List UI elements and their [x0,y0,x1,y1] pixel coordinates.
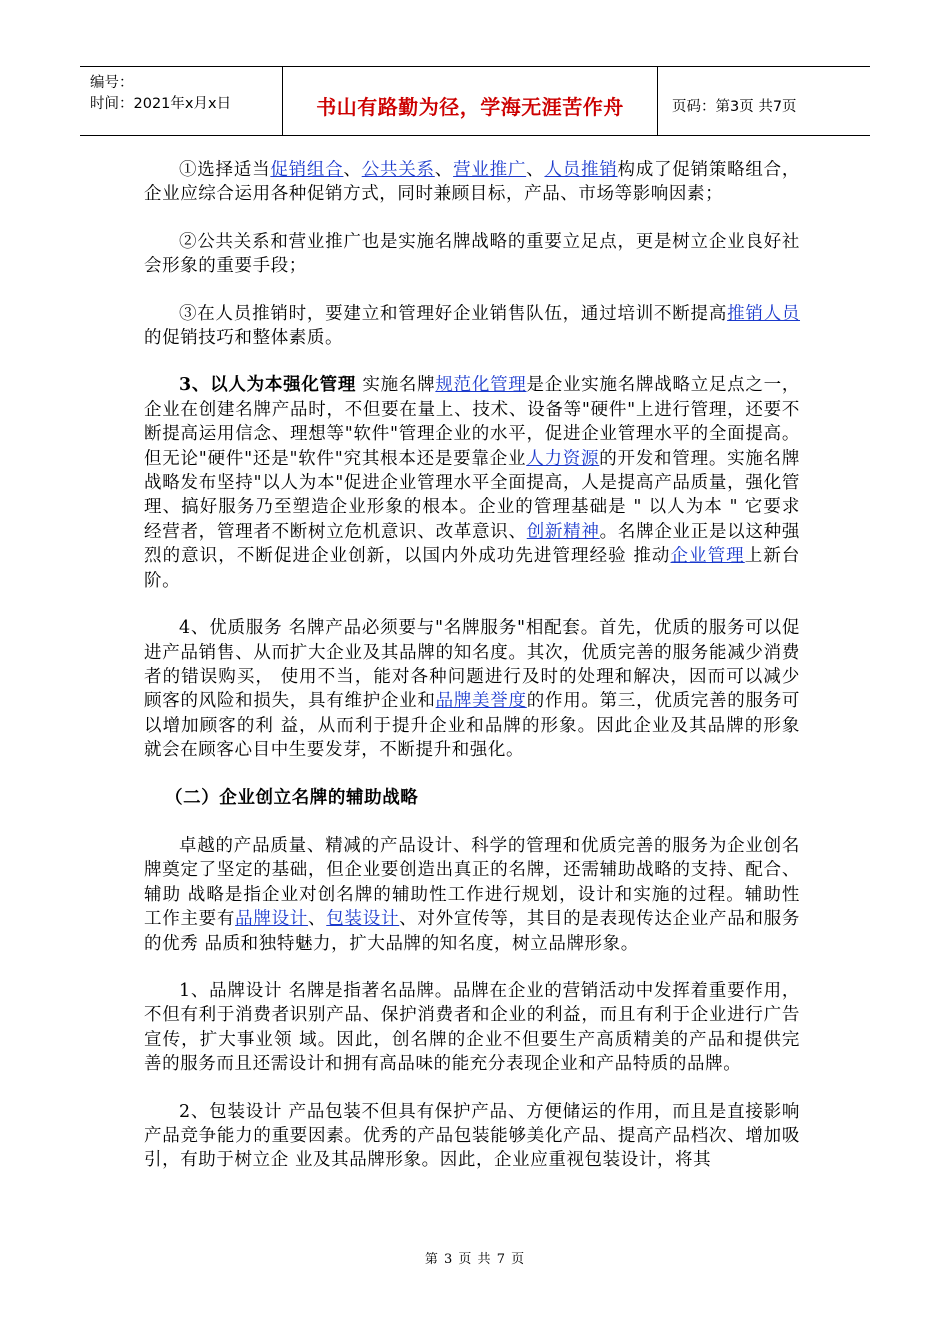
link-standardized-management[interactable]: 规范化管理 [435,375,527,396]
text-run: 的开发和管理。实施名牌战略发布坚持"以人为本"促进企业管理水平全面提高，人是提高产品质量，强化管理、搞好服务乃至塑造企业形象的根本。企业的管理基础是 " 以人为本 " 它要求经营者，管理者不断树立危机意识、改革意识、 [144,448,800,542]
text-run: ①选择适当 [179,160,271,180]
document-date-label: 时间：2021年x月x日 [90,96,232,112]
header-motto-cell [283,67,658,135]
page-header [80,66,870,136]
link-packaging-design[interactable]: 包装设计 [326,909,400,930]
text-run: 的作用。第三，优质完善的服务可以增加顾客的利 益，从而利于提升企业和品牌的形象。因此企业及其品牌的形象就会在顾客心目中生要发芽，不断提升和强化。 [144,691,801,761]
paragraph-packaging-design: 2、包装设计 产品包装不但具有保护产品、方便储运的作用，而且是直接影响产品竞争能力的重要因素。优秀的产品包装能够美化产品、提高产品档次、增加吸引，有助于树立企 业及其品牌形象。因此，企业应重视包装设计，将其 [144,1101,800,1171]
paragraph-quality-service [144,616,800,762]
document-number-label: 编号： [90,75,134,91]
subheading: （二）企业创立名牌的辅助战略 [165,787,419,808]
link-brand-reputation[interactable]: 品牌美誉度 [435,691,527,712]
link-sales-promotion[interactable]: 营业推广 [453,160,527,180]
paragraph-sales-team [144,302,800,351]
header-meta [80,67,283,135]
link-sales-personnel[interactable]: 推销人员 [727,303,801,324]
link-personal-selling[interactable]: 人员推销 [544,160,618,180]
text-run: 实施名牌 [356,375,436,396]
page-footer: 第 3 页 共 7 页 [424,1252,526,1267]
header-page-cell [658,67,870,135]
text-run: 4、优质服务 名牌产品必须要与"名牌服务"相配套。首先，优质的服务可以促进产品销售、从而扩大企业及其品牌的知名度。其次，优质完善的服务能减少消费者的错误购买， 使用不当，能对各种问题进行及时的处理和解决，因而可以减少顾客的风险和损失，具有维护企业和 [144,618,800,712]
subheading-paragraph [144,786,800,810]
text-run: 、对外宣传等，其目的是表现传达企业产品和服务的优秀 品质和独特魅力，扩大品牌的知名度，树立品牌形象。 [144,909,800,954]
link-innovation-spirit[interactable]: 创新精神 [526,521,600,542]
text-run: 的促销技巧和整体素质。 [144,328,344,349]
paragraph-people-oriented [144,373,800,593]
paragraph-brand-design: 1、品牌设计 名牌是指著名品牌。品牌在企业的营销活动中发挥着重要作用，不但有利于消费者识别产品、保护消费者和企业的利益，而且有利于企业进行广告宣传，扩大事业领 域。因此，创名牌的企业不但要生产高质精美的产品和提供完善的服务而且还需设计和拥有高品味的能充分表现企业和产品特质的品牌。 [144,980,800,1075]
link-enterprise-management[interactable]: 企业管理 [670,546,745,567]
text-run: ③在人员推销时，要建立和管理好企业销售队伍，通过培训不断提高 [179,303,728,324]
text-run: 构成了促销策略组合，企业应综合运用各种促销方式，同时兼顾目标，产品、市场等影响因素； [144,160,801,205]
paragraph-public-relations: ②公共关系和营业推广也是实施名牌战略的重要立足点，更是树立企业良好社会形象的重要手段； [144,231,800,277]
text-run: 卓越的产品质量、精减的产品设计、科学的管理和优质完善的服务为企业创名牌奠定了坚定的基础，但企业要创造出真正的名牌，还需辅助战略的支持、配合、辅助 战略是指企业对创名牌的辅助性工作进行规划，设计和实施的过程。辅助性工作主要有 [144,835,800,930]
header-page-number: 页码：第3页 共7页 [672,98,797,115]
header-motto: 书山有路勤为径，学海无涯苦作舟 [316,94,624,119]
text-run: 、 [343,160,362,180]
text-run: 、 [434,160,454,180]
text-run: 是企业实施名牌战略立足点之一，企业在创建名牌产品时，不但要在量上、技术、设备等"硬件"上进行管理，还要不断提高运用信念、理想等"软件"管理企业的水平，促进企业管理水平的全面提高。但无论"硬件"还是"软件"究其根本还是要靠企业 [144,375,801,469]
link-public-relations[interactable]: 公共关系 [361,160,435,180]
link-human-resources[interactable]: 人力资源 [526,448,600,469]
text-run: 、 [308,909,327,930]
text-run: 。名牌企业正是以这种强烈的意识，不断促进企业创新，以国内外成功先进管理经验 推动 [144,521,800,567]
link-promotion-mix[interactable]: 促销组合 [270,160,344,180]
text-run: 上新台阶。 [144,546,800,591]
section-heading: 3、以人为本强化管理 [179,375,357,396]
document-body [144,158,800,1196]
link-brand-design[interactable]: 品牌设计 [235,909,309,930]
paragraph-auxiliary-strategy [144,834,800,956]
text-run: 、 [526,160,545,180]
paragraph-promotion-mix [144,158,800,207]
